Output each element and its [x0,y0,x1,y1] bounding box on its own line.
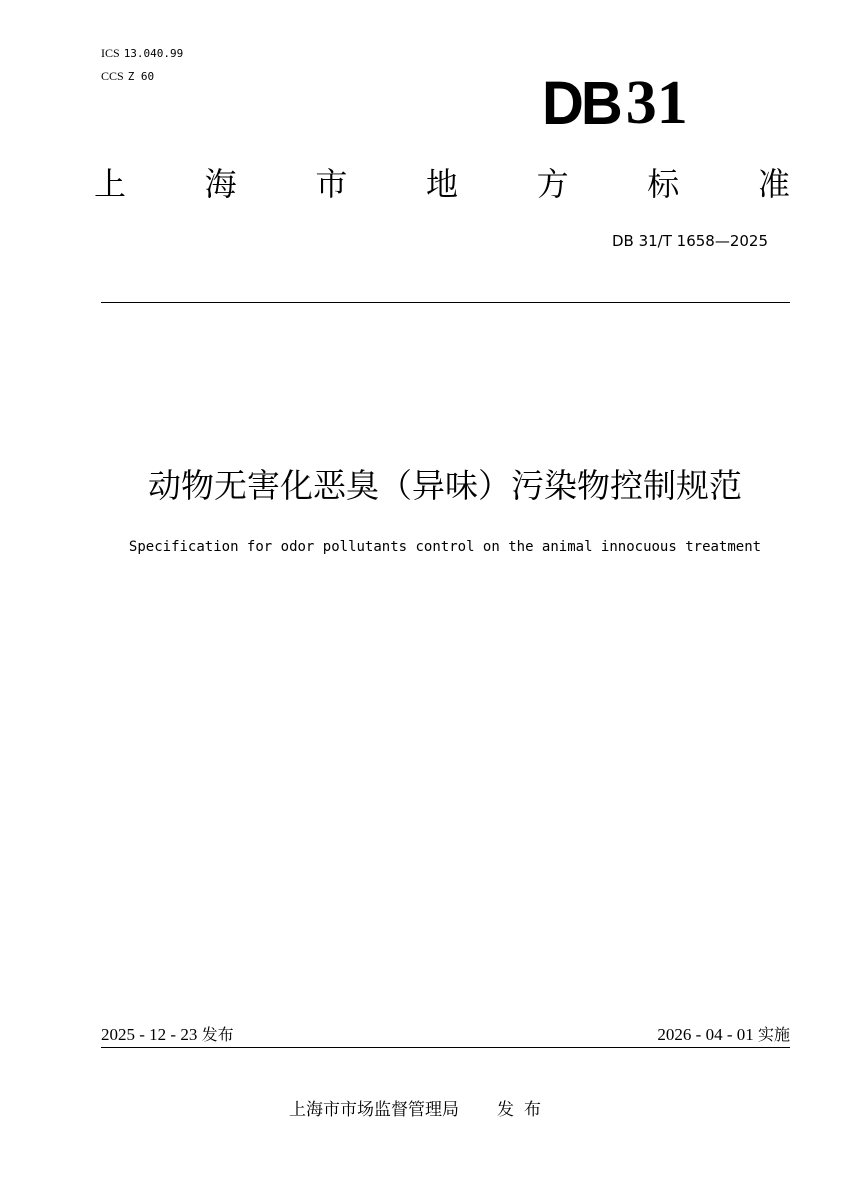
logo-number: 31 [625,69,688,137]
issue-label: 发布 [201,1025,234,1044]
implementation-date: 2026 - 04 - 01 [657,1025,754,1044]
logo-prefix: DB [542,69,620,138]
publisher-line [289,1099,551,1121]
footer-divider [101,1047,790,1048]
ics-code-line [101,46,183,61]
standard-type-char: 准 [757,165,790,203]
standard-type-char: 方 [536,165,569,203]
standard-type-char: 上 [94,165,127,203]
db31-logo [542,68,742,138]
ics-code: 13.040.99 [123,47,184,60]
implementation-label: 实施 [757,1025,790,1044]
standard-type-char: 地 [425,165,458,203]
ccs-label: CCS [101,69,124,83]
publisher-name: 上海市市场监督管理局 [289,1100,459,1120]
issue-date: 2025 - 12 - 23 [101,1025,198,1044]
standard-type-char: 标 [647,165,680,203]
ccs-code-line [101,69,154,84]
standard-type-char: 海 [204,165,237,203]
standard-type-char: 市 [315,165,348,203]
document-title-en: Specification for odor pollutants control on the animal innocuous treatment [128,539,762,555]
issue-date-line [101,1025,234,1045]
ccs-code: Z 60 [127,70,155,83]
standard-number: DB 31/T 1658—2025 [611,232,768,250]
publisher-action: 发布 [497,1100,551,1120]
document-title-cn: 动物无害化恶臭（异味）污染物控制规范 [148,466,742,505]
header-divider [101,302,790,303]
standard-type-heading [94,163,790,205]
ics-label: ICS [101,46,120,60]
implementation-date-line [657,1025,790,1045]
